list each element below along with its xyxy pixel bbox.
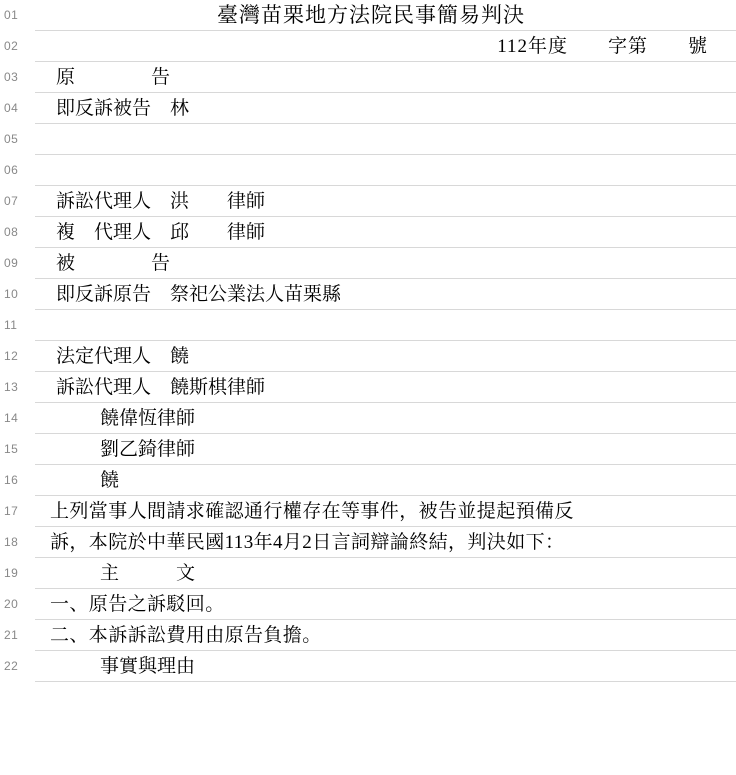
line-text: 一、原告之訴駁回。 <box>50 594 225 615</box>
document-line <box>0 589 736 620</box>
line-text: 上列當事人間請求確認通行權存在等事件，被告並提起預備反 <box>50 501 574 522</box>
line-number: 02 <box>4 39 19 53</box>
document-line <box>0 248 736 279</box>
line-number: 15 <box>4 442 19 456</box>
line-number: 12 <box>4 349 19 363</box>
line-text: 二、本訴訴訟費用由原告負擔。 <box>50 625 322 646</box>
line-text: 劉乙錡律師 <box>100 439 196 460</box>
line-number: 17 <box>4 504 19 518</box>
line-number: 11 <box>4 318 18 332</box>
line-number: 18 <box>4 535 19 549</box>
document-line <box>0 372 736 403</box>
document-line <box>0 31 736 62</box>
document-line <box>0 465 736 496</box>
line-text: 法定代理人 饒 <box>56 346 190 367</box>
line-number: 06 <box>4 163 19 177</box>
line-number: 22 <box>4 659 19 673</box>
line-number: 20 <box>4 597 19 611</box>
line-number: 16 <box>4 473 19 487</box>
line-number: 10 <box>4 287 19 301</box>
line-number: 05 <box>4 132 19 146</box>
line-text: 臺灣苗栗地方法院民事簡易判決 <box>217 3 525 27</box>
document-line <box>0 62 736 93</box>
line-text: 原 告 <box>56 67 171 88</box>
document-line <box>0 93 736 124</box>
line-separator <box>35 681 736 682</box>
document-line <box>0 403 736 434</box>
line-text: 訴，本院於中華民國113年4月2日言詞辯論終結，判決如下： <box>50 532 565 553</box>
document-line <box>0 279 736 310</box>
line-number: 08 <box>4 225 19 239</box>
document-line <box>0 0 736 31</box>
line-text: 複 代理人 邱 律師 <box>56 222 266 243</box>
line-number: 14 <box>4 411 19 425</box>
line-text: 被 告 <box>56 253 171 274</box>
document-line <box>0 434 736 465</box>
line-text <box>44 124 728 155</box>
line-text <box>44 310 728 341</box>
line-text <box>44 155 728 186</box>
line-text: 訴訟代理人 洪 律師 <box>56 191 266 212</box>
line-number: 19 <box>4 566 19 580</box>
document-line <box>0 186 736 217</box>
line-number: 09 <box>4 256 19 270</box>
line-text: 主 文 <box>100 563 196 584</box>
line-text: 即反訴被告 林 <box>56 98 190 119</box>
line-text: 事實與理由 <box>100 656 196 677</box>
document-line <box>0 217 736 248</box>
line-number: 03 <box>4 70 19 84</box>
line-number: 04 <box>4 101 19 115</box>
line-number: 07 <box>4 194 19 208</box>
line-text: 112年度 字第 號 <box>497 36 708 57</box>
document-line <box>0 155 736 186</box>
document-line <box>0 310 736 341</box>
line-number: 13 <box>4 380 19 394</box>
document-line <box>0 341 736 372</box>
document-line <box>0 651 736 682</box>
document-line <box>0 527 736 558</box>
document-line <box>0 620 736 651</box>
document-line <box>0 124 736 155</box>
line-text: 饒 <box>100 470 120 491</box>
line-text: 饒偉恆律師 <box>100 408 196 429</box>
document-line <box>0 558 736 589</box>
line-number: 21 <box>4 628 19 642</box>
line-number: 01 <box>4 8 19 22</box>
document-line <box>0 496 736 527</box>
line-text: 訴訟代理人 饒斯棋律師 <box>56 377 266 398</box>
line-text: 即反訴原告 祭祀公業法人苗栗縣 <box>56 284 342 305</box>
